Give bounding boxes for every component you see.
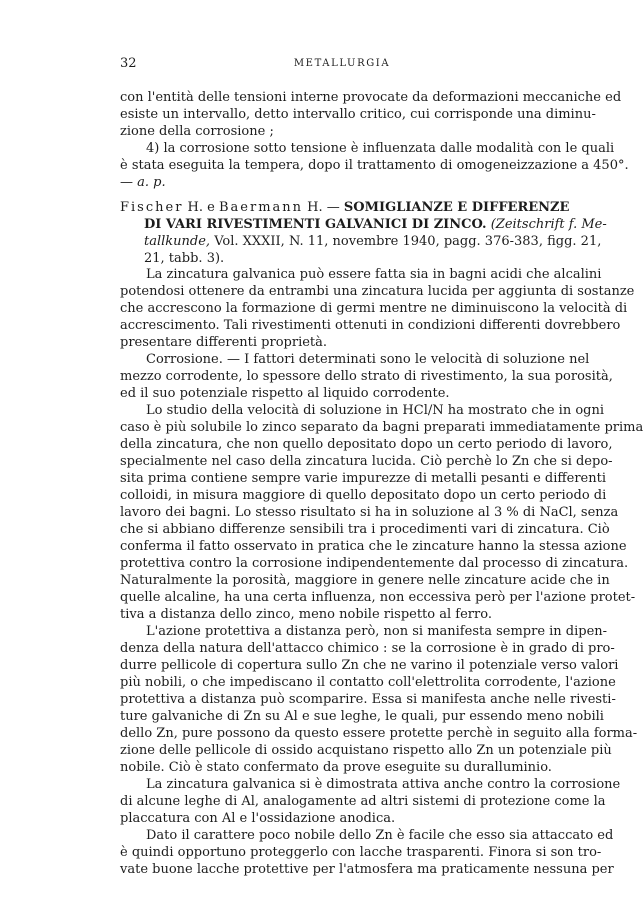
- text-line: della zincatura, che non quello depositato dopo un certo periodo di lavoro,: [120, 437, 613, 452]
- text-line: Corrosione. — I fattori determinati sono le velocità di soluzione nel: [146, 352, 590, 367]
- text-line: esiste un intervallo, detto intervallo critico, cui corrisponde una diminu-: [120, 107, 596, 122]
- heading-line-1: Fischer H. e Baermann H. — SOMIGLIANZE E DIFFERENZE: [120, 200, 570, 215]
- text-line: zione delle pellicole di ossido acquistano rispetto allo Zn un potenziale più: [120, 743, 612, 758]
- page-number: 32: [120, 56, 137, 71]
- citation-details: 21, tabb. 3).: [144, 251, 225, 266]
- text-line: più nobili, o che impediscano il contatto coll'elettrolita corrodente, l'azione: [120, 675, 616, 690]
- text-line: potendosi ottenere da entrambi una zincatura lucida per aggiunta di sostanze: [120, 284, 635, 299]
- journal-name: tallkunde,: [144, 234, 211, 249]
- text-line: quelle alcaline, ha una certa influenza, non eccessiva però per l'azione protet-: [120, 590, 636, 605]
- text-line: zione della corrosione ;: [120, 124, 274, 139]
- heading-line-3: [144, 233, 602, 250]
- article-title: DI VARI RIVESTIMENTI GALVANICI DI ZINCO.: [144, 217, 487, 232]
- citation-details: Vol. XXXII, N. 11, novembre 1940, pagg. 376-383, figg. 21,: [210, 234, 602, 249]
- text-line: di alcune leghe di Al, analogamente ad altri sistemi di protezione come la: [120, 794, 606, 809]
- author-initials: — a. p.: [120, 175, 166, 190]
- text-line: mezzo corrodente, lo spessore dello strato di rivestimento, la sua porosità,: [120, 369, 613, 384]
- text-line: nobile. Ciò è stato confermato da prove eseguite su duralluminio.: [120, 760, 552, 775]
- text-line: colloidi, in misura maggiore di quello depositato dopo un certo periodo di: [120, 488, 607, 503]
- text-line: durre pellicole di copertura sullo Zn che ne varino il potenziale verso valori: [120, 658, 619, 673]
- text-line: tiva a distanza dello zinco, meno nobile rispetto al ferro.: [120, 607, 492, 622]
- text-line: L'azione protettiva a distanza però, non si manifesta sempre in dipen-: [146, 624, 608, 639]
- text-line: presentare differenti proprietà.: [120, 335, 328, 350]
- text-line: conferma il fatto osservato in pratica che le zincature hanno la stessa azione: [120, 539, 627, 554]
- text-line: denza della natura dell'attacco chimico : se la corrosione è in grado di pro-: [120, 641, 615, 656]
- text-line: è stata eseguita la tempera, dopo il trattamento di omogeneizzazione a 450°.: [120, 158, 629, 173]
- text-line: accrescimento. Tali rivestimenti ottenuti in condizioni differenti dovrebbero: [120, 318, 621, 333]
- text-line: caso è più solubile lo zinco separato da bagni preparati immediatamente prima: [120, 420, 643, 435]
- heading-line-2: [144, 216, 607, 233]
- author-name: Baermann: [218, 200, 304, 215]
- text-line: ture galvaniche di Zn su Al e sue leghe, le quali, pur essendo meno nobili: [120, 709, 604, 724]
- text-line: lavoro dei bagni. Lo stesso risultato si ha in soluzione al 3 % di NaCl, senza: [120, 505, 619, 520]
- text-line: dello Zn, pure possono da questo essere protette perchè in seguito alla forma-: [120, 726, 638, 741]
- text-line: con l'entità delle tensioni interne provocate da deformazioni meccaniche ed: [120, 90, 622, 105]
- text-line: 4) la corrosione sotto tensione è influenzata dalle modalità con le quali: [146, 141, 615, 156]
- text-line: protettiva a distanza può scomparire. Essa si manifesta anche nelle rivesti-: [120, 692, 616, 707]
- text-line: sita prima contiene sempre varie impurezze di metalli pesanti e differenti: [120, 471, 606, 486]
- text-line: Lo studio della velocità di soluzione in HCl/N ha mostrato che in ogni: [146, 403, 605, 418]
- text-line: Dato il carattere poco nobile dello Zn è facile che esso sia attaccato ed: [146, 828, 614, 843]
- page-header: [120, 56, 564, 72]
- article-title: SOMIGLIANZE E DIFFERENZE: [343, 200, 570, 215]
- journal-name: (Zeitschrift f. Me-: [490, 217, 607, 232]
- text-line: protettiva contro la corrosione indipendentemente dal processo di zincatura.: [120, 556, 629, 571]
- text-line: vate buone lacche protettive per l'atmosfera ma praticamente nessuna per: [120, 862, 614, 877]
- text-line: placcatura con Al e l'ossidazione anodica.: [120, 811, 396, 826]
- text-line: che si abbiano differenze sensibili tra i procedimenti vari di zincatura. Ciò: [120, 522, 610, 537]
- text-line: La zincatura galvanica può essere fatta sia in bagni acidi che alcalini: [146, 267, 602, 282]
- author-name: Fischer: [120, 200, 184, 215]
- text-line: specialmente nel caso della zincatura lucida. Ciò perchè lo Zn che si depo-: [120, 454, 613, 469]
- text-line: Naturalmente la porosità, maggiore in genere nelle zincature acide che in: [120, 573, 610, 588]
- running-title: METALLURGIA: [293, 58, 391, 69]
- text-line: La zincatura galvanica si è dimostrata attiva anche contro la corrosione: [146, 777, 621, 792]
- text-line: ed il suo potenziale rispetto al liquido corrodente.: [120, 386, 450, 401]
- text-line: è quindi opportuno proteggerlo con lacche trasparenti. Finora si son tro-: [120, 845, 602, 860]
- text-line: che accrescono la formazione di germi mentre ne diminuiscono la velocità di: [120, 301, 628, 316]
